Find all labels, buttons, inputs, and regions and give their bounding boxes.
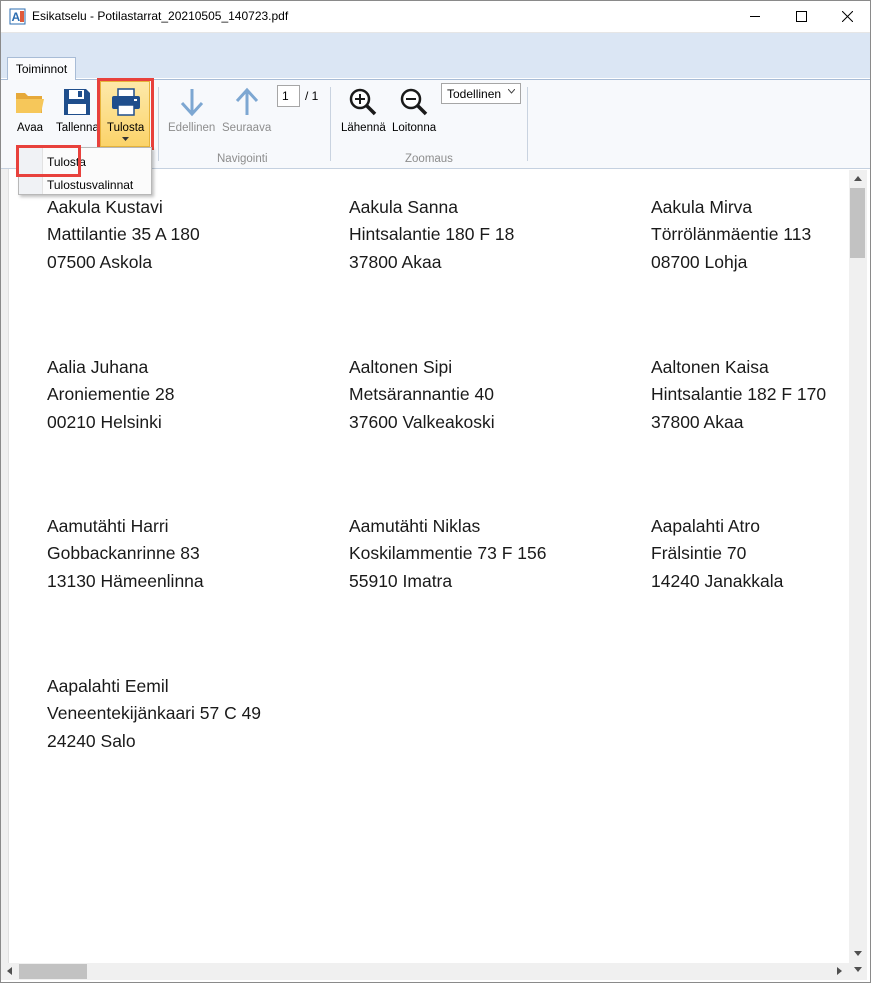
page-number-input[interactable]: 1 [277, 85, 300, 107]
label-street: Aroniementie 28 [47, 384, 175, 405]
label-city: 37800 Akaa [651, 411, 744, 432]
menu-item-callout [16, 145, 81, 177]
open-button[interactable] [13, 85, 47, 134]
group-separator [158, 87, 159, 161]
next-button[interactable] [222, 85, 271, 134]
address-label [349, 513, 546, 595]
scroll-down-icon[interactable] [854, 967, 862, 972]
label-name: Aamutähti Harri [47, 516, 169, 536]
menu-item-print-options[interactable]: Tulostusvalinnat [47, 178, 134, 192]
print-button-callout [97, 78, 154, 150]
scroll-left-icon[interactable] [7, 967, 12, 975]
scroll-down-icon[interactable] [854, 951, 862, 956]
address-label [651, 354, 826, 436]
label-city: 55910 Imatra [349, 570, 453, 591]
zoom-out-button-label: Loitonna [392, 122, 437, 134]
zoom-in-button-label: Lähennä [341, 122, 386, 134]
label-name: Aapalahti Eemil [47, 676, 169, 696]
address-label [47, 194, 200, 276]
label-name: Aakula Sanna [349, 197, 458, 217]
group-separator [527, 87, 528, 161]
document-page [10, 170, 849, 962]
save-icon [62, 87, 92, 117]
label-name: Aapalahti Atro [651, 516, 760, 536]
label-street: Hintsalantie 182 F 170 [651, 384, 827, 405]
save-button[interactable] [56, 85, 99, 134]
label-street: Frälsintie 70 [651, 543, 747, 564]
close-button[interactable] [824, 1, 870, 32]
arrow-down-icon [178, 87, 206, 117]
label-street: Mattilantie 35 A 180 [47, 224, 200, 245]
group-label-navigation: Navigointi [217, 153, 268, 165]
document-margin [1, 169, 9, 963]
print-button-label: Tulosta [107, 122, 145, 134]
label-name: Aakula Kustavi [47, 197, 163, 217]
horizontal-scrollbar[interactable] [1, 963, 867, 980]
scroll-up-icon[interactable] [854, 176, 862, 181]
minimize-button[interactable] [732, 1, 778, 32]
label-city: 08700 Lohja [651, 251, 748, 272]
title-bar [1, 1, 870, 32]
zoom-out-button[interactable] [392, 85, 436, 134]
label-city: 07500 Askola [47, 251, 153, 272]
maximize-button[interactable] [778, 1, 824, 32]
menu-item-print[interactable]: Tulosta [47, 155, 86, 169]
address-label [47, 513, 204, 595]
horizontal-scroll-thumb[interactable] [19, 964, 87, 979]
address-label [47, 673, 261, 755]
zoom-in-button[interactable] [341, 85, 386, 134]
ribbon-tab-strip [1, 32, 870, 78]
label-name: Aamutähti Niklas [349, 516, 481, 536]
folder-icon [14, 87, 46, 117]
vertical-scrollbar[interactable] [849, 170, 867, 963]
tab-toiminnot[interactable]: Toiminnot [7, 57, 76, 80]
address-label [349, 194, 514, 276]
chevron-down-icon [508, 89, 515, 94]
label-name: Aaltonen Kaisa [651, 357, 769, 377]
address-label [651, 194, 811, 276]
label-city: 00210 Helsinki [47, 411, 162, 432]
page-total: / 1 [305, 89, 319, 103]
label-city: 24240 Salo [47, 730, 136, 751]
label-street: Koskilammentie 73 F 156 [349, 543, 547, 564]
scroll-right-icon[interactable] [837, 967, 842, 975]
label-street: Törrölänmäentie 113 [651, 224, 812, 245]
next-button-label: Seuraava [222, 122, 272, 134]
label-name: Aakula Mirva [651, 197, 753, 217]
label-street: Gobbackanrinne 83 [47, 543, 200, 564]
label-street: Hintsalantie 180 F 18 [349, 224, 515, 245]
label-name: Aaltonen Sipi [349, 357, 453, 377]
vertical-scroll-thumb[interactable] [850, 188, 865, 258]
label-city: 14240 Janakkala [651, 570, 784, 591]
previous-button-label: Edellinen [168, 122, 216, 134]
svg-text:A: A [11, 10, 21, 24]
address-label [349, 354, 495, 436]
address-label [47, 354, 174, 436]
label-city: 37800 Akaa [349, 251, 442, 272]
zoom-level-select[interactable] [441, 83, 521, 104]
label-street: Metsärannantie 40 [349, 384, 494, 405]
zoom-out-icon [399, 87, 429, 117]
label-street: Veneentekijänkaari 57 C 49 [47, 703, 262, 724]
previous-button[interactable] [168, 85, 215, 134]
group-label-zoom: Zoomaus [405, 153, 453, 165]
zoom-level-value: Todellinen [447, 87, 502, 101]
zoom-in-icon [348, 87, 378, 117]
maximize-icon [796, 11, 807, 22]
minimize-icon [750, 11, 761, 22]
group-separator [330, 87, 331, 161]
close-icon [842, 11, 853, 22]
address-label [651, 513, 783, 595]
app-icon [9, 8, 26, 25]
open-button-label: Avaa [16, 122, 43, 134]
label-name: Aalia Juhana [47, 357, 149, 377]
save-button-label: Tallenna [56, 122, 99, 134]
window-title: Esikatselu - Potilastarrat_20210505_140723.pdf [32, 9, 289, 23]
arrow-up-icon [233, 87, 261, 117]
label-city: 13130 Hämeenlinna [47, 570, 204, 591]
label-city: 37600 Valkeakoski [349, 411, 495, 432]
